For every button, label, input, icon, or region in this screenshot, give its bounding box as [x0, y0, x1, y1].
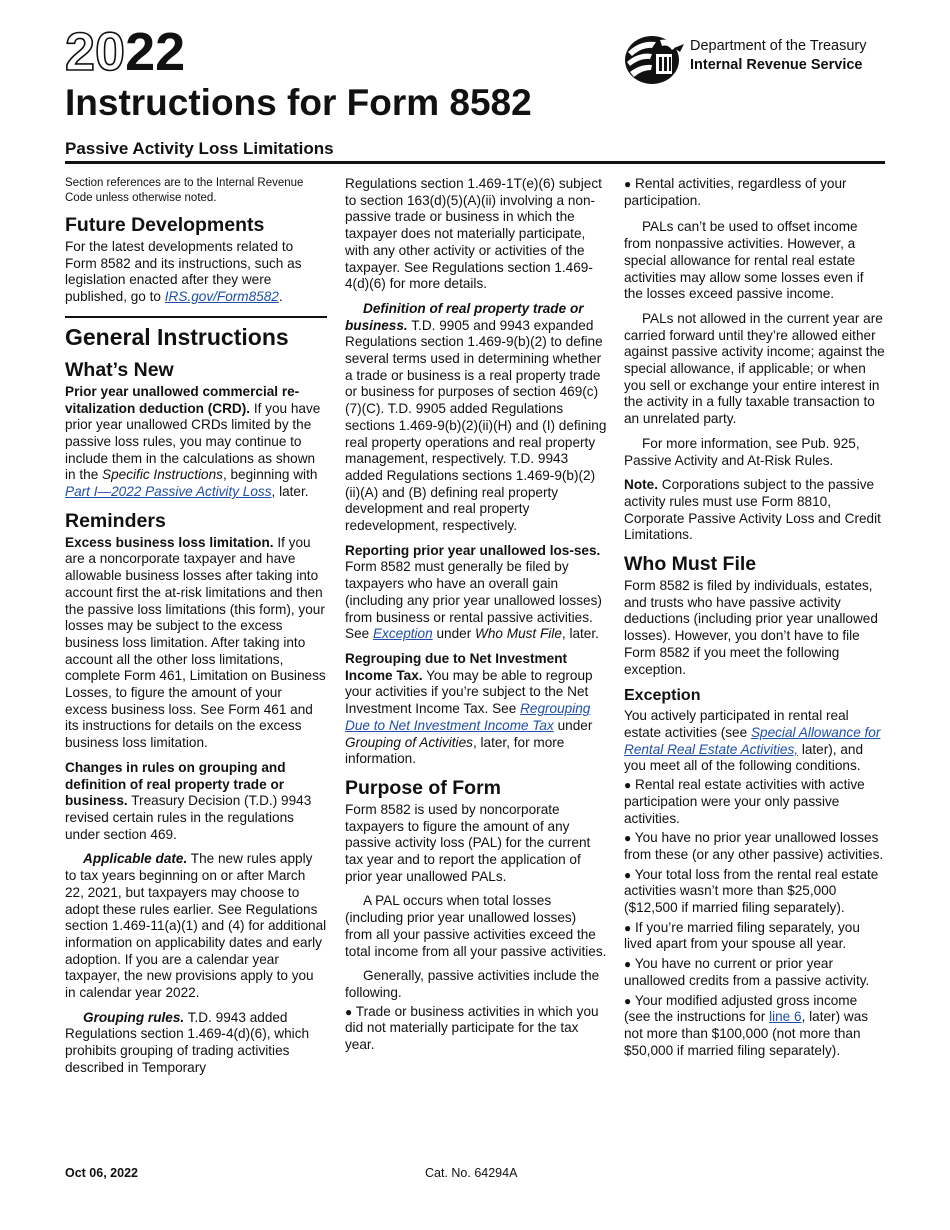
definition-paragraph — [345, 301, 607, 535]
condition-text: You have no current or prior year unallowed credits from a passive activity. — [624, 956, 870, 988]
exception-heading: Exception — [624, 687, 701, 705]
conditions-list — [624, 777, 886, 1059]
crd-lead: Prior year unallowed commercial re-vitalization deduction (CRD). — [65, 383, 300, 416]
condition-text: You have no prior year unallowed losses from these (or any other passive) activities. — [624, 830, 884, 862]
column-3 — [624, 176, 886, 1062]
form-year — [65, 24, 185, 80]
bullet-icon: ● — [624, 920, 632, 935]
reminders-heading: Reminders — [65, 509, 166, 532]
purpose-heading: Purpose of Form — [345, 776, 502, 799]
list-item — [624, 993, 886, 1060]
grouping-paragraph — [65, 1010, 327, 1077]
exception-paragraph — [624, 708, 886, 775]
list-item — [624, 956, 886, 989]
section-rule — [65, 316, 327, 318]
purpose-p2: A PAL occurs when total losses (including prior year unallowed losses) from all your passive activities exceed the total income from all your passive activities. — [345, 893, 607, 959]
applicable-paragraph — [65, 851, 327, 1001]
note-lead: Note. — [624, 477, 658, 493]
regrouping-text2: under — [557, 717, 593, 733]
year-outline: 20 — [65, 22, 126, 82]
list-item — [624, 176, 886, 209]
agency-irs: Internal Revenue Service — [690, 57, 863, 73]
column-1 — [65, 176, 327, 1085]
bullet-icon: ● — [624, 831, 632, 846]
list-item — [624, 920, 886, 953]
regrouping-end: , later, for more information. — [345, 734, 565, 767]
future-developments-heading: Future Developments — [65, 214, 265, 236]
footer-date: Oct 06, 2022 — [65, 1166, 138, 1180]
list-item — [624, 777, 886, 827]
crd-text: If you have prior year unallowed CRDs limited by the passive loss rules, you may continue to include them in the calculations as shown in the — [65, 400, 321, 483]
header-rule — [65, 161, 885, 164]
ebl-paragraph — [65, 535, 327, 752]
applicable-lead: Applicable date. — [83, 851, 188, 867]
grouping-continued: Regulations section 1.469-1T(e)(6) subject to section 163(d)(5)(A)(ii) involving a non-passive trade or business in which the taxpayer does not materially participate, with any other activity or activities of the taxpayer. See Regulations section 1.469-4(d)(6) for more details. — [345, 176, 602, 292]
irs-eagle-logo-icon — [622, 32, 686, 86]
general-instructions-heading: General Instructions — [65, 323, 289, 350]
changes-paragraph — [65, 760, 327, 844]
ebl-lead: Excess business loss limitation. — [65, 534, 274, 550]
purpose-p3: Generally, passive activities include the following. — [345, 968, 600, 1000]
bullet-icon: ● — [624, 957, 632, 972]
exception-end: later), and you meet all of the following conditions. — [624, 741, 864, 774]
part-i-link[interactable]: Part I—2022 Passive Activity Loss — [65, 484, 272, 500]
pal-p2: PALs not allowed in the current year are carried forward until they’re allowed either against passive activity income; against the special allowance, if applicable; or when you sell or exchange your entire interest in the activity in a fully taxable transaction to an unrelated party. — [624, 310, 885, 427]
pal-p1: PALs can’t be used to offset income from nonpassive activities. However, a special allowance for rental real estate activities may allow some losses even if the losses exceed passive income. — [624, 219, 864, 302]
future-developments-text — [65, 239, 327, 306]
line-6-link[interactable]: line 6 — [769, 1009, 802, 1025]
grouping-lead: Grouping rules. — [83, 1009, 185, 1025]
future-text: For the latest developments related to Form 8582 and its instructions, such as legislation enacted after they were published, go to — [65, 239, 302, 305]
passive-bullets — [345, 1004, 607, 1054]
year-filled: 22 — [125, 22, 186, 82]
note-text: Corporations subject to the passive activity rules must use Form 8810, Corporate Passive Activity Loss and Credit Limitations. — [624, 477, 881, 543]
definition-text: T.D. 9905 and 9943 expanded Regulations section 1.469-9(b)(2) to define several terms used in determining whether a trade or business is a real property trade or business for purposes of section 469(c)(7)(C). T.D. 9905 added Regulations sections 1.469-9(b)(2)(ii)(H) and (I) defining real property operations and real property management, respectively. T.D. 9943 added Regulations sections 1.469-9(b)(2)(ii)(A) and (B) defining real property development and real property redevelopment, respectively. — [345, 317, 607, 534]
column-2 — [345, 176, 607, 1057]
reporting-text: Form 8582 must generally be filed by taxpayers who have an overall gain (including any prior year unallowed losses) from business or rental passive activities. See — [345, 559, 602, 642]
pal-p3: For more information, see Pub. 925, Passive Activity and At-Risk Rules. — [624, 435, 860, 468]
passive-bullets-cont — [624, 176, 886, 209]
exception-link[interactable]: Exception — [372, 626, 433, 642]
page-title: Instructions for Form 8582 — [65, 82, 532, 123]
ebl-text: If you are a noncorporate taxpayer and have allowable business losses after taking into account first the at-risk limitations and then the passive loss limitations (this form), your losses may be subject to the excess business loss limitation. After taking into account all the other loss limitations, complete Form 461, Limitation on Business Losses, to figure the amount of your excess business loss. See Form 461 and its instructions for details on the excess business loss limitation. — [65, 534, 326, 751]
changes-lead: Changes in rules on grouping and definition of real property trade or business. — [65, 759, 286, 809]
bullet-icon: ● — [624, 177, 632, 191]
condition-text: Your total loss from the rental real estate activities wasn’t more than $25,000 ($12,500 if married filing separately). — [624, 866, 879, 916]
grouping-text: T.D. 9943 added Regulations section 1.469-4(d)(6), which prohibits grouping of trading activities described in Temporary — [65, 1009, 310, 1075]
regrouping-italic: Grouping of Activities — [345, 734, 473, 750]
footer-catalog-number: Cat. No. 64294A — [425, 1166, 518, 1180]
reporting-text2: under — [436, 626, 472, 642]
bullet-icon: ● — [624, 993, 632, 1008]
crd-italic: Specific Instructions — [102, 467, 223, 483]
regrouping-lead: Regrouping due to Net Investment Income Tax. — [345, 650, 568, 683]
irs-form8582-link[interactable]: IRS.gov/Form8582 — [164, 289, 279, 305]
reporting-italic: Who Must File — [475, 626, 562, 642]
list-item — [624, 830, 886, 863]
condition-text: If you’re married filing separately, you lived apart from your spouse all year. — [624, 919, 860, 952]
changes-text: Treasury Decision (T.D.) 9943 revised certain rules in the regulations under section 469. — [65, 793, 312, 842]
who-must-file-heading: Who Must File — [624, 553, 757, 576]
purpose-p1: Form 8582 is used by noncorporate taxpayers to figure the amount of any passive activity loss (PAL) for the current tax year and to report the application of prior year unallowed PALs. — [345, 801, 591, 884]
note-paragraph — [624, 477, 886, 544]
reporting-lead: Reporting prior year unallowed los-ses. — [345, 542, 601, 558]
crd-end: , later. — [271, 484, 309, 500]
reporting-paragraph — [345, 543, 607, 643]
bullet-text: Trade or business activities in which you did not materially participate for the tax year. — [345, 1003, 599, 1053]
list-item — [624, 867, 886, 917]
bullet-icon: ● — [624, 778, 632, 793]
exception-text: You actively participated in rental real estate activities (see — [624, 708, 849, 740]
agency-block — [690, 37, 867, 75]
regrouping-paragraph — [345, 651, 607, 768]
condition-text-end: , later) was not more than $100,000 (not more than $50,000 if married filing separately). — [624, 1009, 869, 1058]
bullet-icon: ● — [345, 1004, 353, 1019]
applicable-text: The new rules apply to tax years beginning on or after March 22, 2021, but taxpayers may choose to adopt these rules earlier. See Regulations section 1.469-11(a)(1) and (4) for additional information on applicability dates and early adoption. If you are a calendar year taxpayer, the new provisions apply to you in calendar year 2022. — [65, 851, 327, 1001]
regrouping-link[interactable]: Regrouping Due to Net Investment Income Tax — [345, 701, 591, 733]
crd-paragraph — [65, 384, 327, 501]
agency-department: Department of the Treasury — [690, 38, 867, 54]
bullet-text: Rental activities, regardless of your participation. — [624, 176, 847, 208]
who-must-file-text: Form 8582 is filed by individuals, estates, and trusts who have passive activity deductions (including prior year unallowed losses). However, you don’t have to file Form 8582 if you meet the following exception. — [624, 578, 878, 677]
special-allowance-link[interactable]: Special Allowance for Rental Real Estate Activities, — [624, 724, 881, 757]
bullet-icon: ● — [624, 867, 632, 882]
page-subtitle: Passive Activity Loss Limitations — [65, 139, 334, 158]
crd-text2: , beginning with — [222, 467, 318, 483]
intro-note: Section references are to the Internal Revenue Code unless otherwise noted. — [65, 177, 304, 204]
whats-new-heading: What’s New — [65, 358, 174, 381]
definition-lead: Definition of real property trade or business. — [345, 300, 584, 333]
reporting-end: , later. — [561, 626, 599, 642]
condition-text: Your modified adjusted gross income (see the instructions for — [624, 992, 858, 1025]
condition-text: Rental real estate activities with active participation were your only passive activities. — [624, 777, 865, 826]
future-end: . — [278, 289, 283, 305]
list-item — [345, 1004, 607, 1054]
regrouping-text: You may be able to regroup your activities if you’re subject to the Net Investment Income Tax. See — [345, 667, 593, 717]
